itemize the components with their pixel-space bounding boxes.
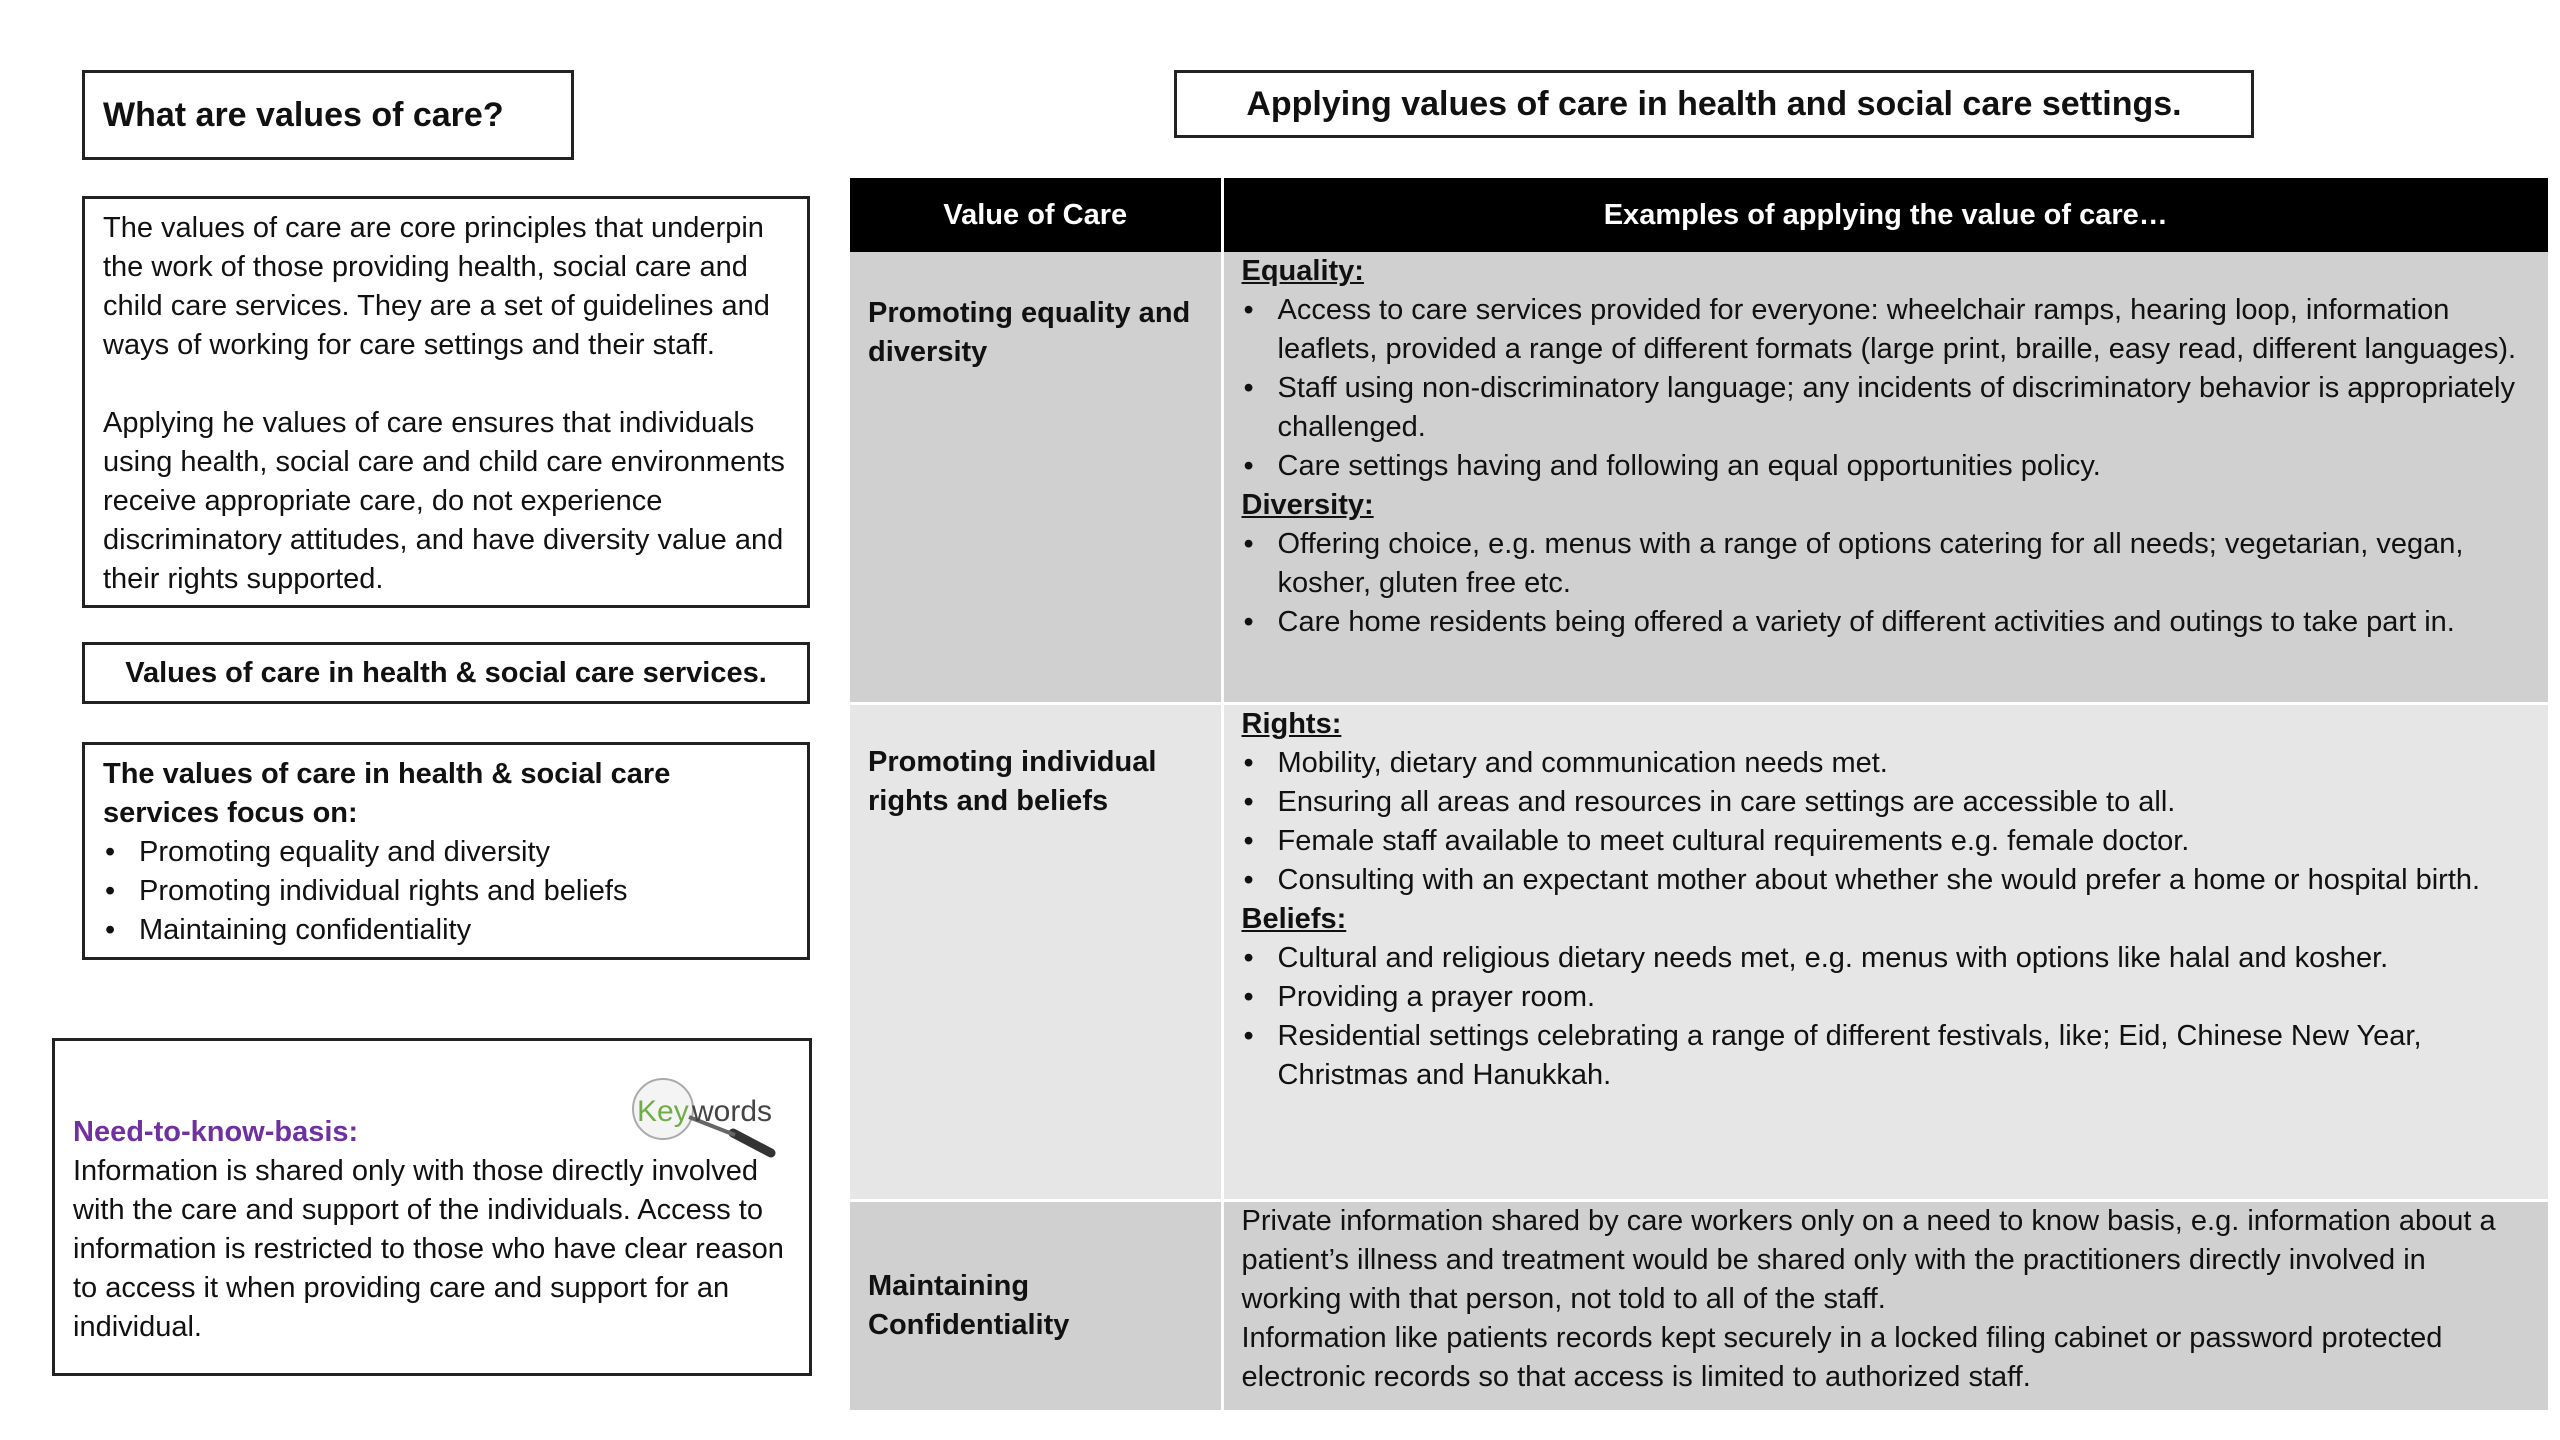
example-item: • Ensuring all areas and resources in care settings are accessible to all.: [1242, 783, 2531, 822]
values-of-care-title: What are values of care?: [103, 95, 504, 134]
values-of-care-table: [850, 178, 2548, 1413]
example-list: [1242, 291, 2531, 486]
keywords-box: [52, 1038, 812, 1376]
example-item: • Mobility, dietary and communication needs met.: [1242, 744, 2531, 783]
keywords-magnifier-logo: [629, 1071, 789, 1161]
value-name: Promoting individual rights and beliefs: [868, 746, 1157, 817]
examples-cell: [1222, 1201, 2548, 1412]
example-item: • Consulting with an expectant mother about whether she would prefer a home or hospital birth.: [1242, 861, 2531, 900]
value-cell: [850, 704, 1222, 1201]
section-heading: Rights:: [1241, 708, 1342, 740]
example-item: • Care settings having and following an equal opportunities policy.: [1242, 447, 2531, 486]
example-list: [1242, 525, 2531, 642]
focus-list: [103, 833, 789, 950]
section-heading: Beliefs:: [1241, 903, 1347, 935]
example-list: [1242, 939, 2531, 1095]
keywords-logo-key: Key: [637, 1095, 689, 1128]
intro-box: [82, 196, 810, 608]
values-in-services-title: Values of care in health & social care services.: [125, 656, 767, 689]
focus-item: • Promoting individual rights and beliefs: [103, 872, 789, 911]
example-item: • Offering choice, e.g. menus with a range of options catering for all needs; vegetarian, vegan, kosher, gluten free etc.: [1242, 525, 2531, 603]
example-item: • Staff using non-discriminatory language; any incidents of discriminatory behavior is appropriately challenged.: [1242, 369, 2531, 447]
value-cell: [850, 252, 1222, 704]
value-name: Maintaining Confidentiality: [868, 1270, 1070, 1341]
applying-values-title-box: [1174, 70, 2254, 138]
table-header-row: [850, 178, 2548, 252]
table-row: [850, 1201, 2548, 1412]
column-header-value: Value of Care: [850, 178, 1222, 252]
example-item: • Care home residents being offered a variety of different activities and outings to take part in.: [1242, 603, 2531, 642]
keyword-heading: Need-to-know-basis:: [73, 1116, 359, 1148]
values-in-services-title-box: [82, 642, 810, 704]
keywords-logo-words: words: [692, 1095, 773, 1128]
example-item: • Providing a prayer room.: [1242, 978, 2531, 1017]
example-item: • Residential settings celebrating a range of different festivals, like; Eid, Chinese New Year, Christmas and Hanukkah.: [1242, 1017, 2531, 1095]
example-list: [1242, 744, 2531, 900]
focus-item: • Promoting equality and diversity: [103, 833, 789, 872]
confidentiality-paragraph: Private information shared by care workers only on a need to know basis, e.g. information about a patient’s illness and treatment would be shared only with the practitioners directly involved in working with that person, not told to all of the staff.: [1241, 1205, 2496, 1315]
intro-paragraph-2: Applying he values of care ensures that individuals using health, social care and child care environments receive appropriate care, do not experience discriminatory attitudes, and have diversity value and their rights supported.: [103, 407, 785, 595]
section-heading: Equality:: [1241, 255, 1364, 287]
focus-lead: The values of care in health & social care services focus on:: [103, 758, 671, 829]
example-item: • Access to care services provided for everyone: wheelchair ramps, hearing loop, information leaflets, provided a range of different formats (large print, braille, easy read, different languages).: [1242, 291, 2531, 369]
value-cell: [850, 1201, 1222, 1412]
focus-item: • Maintaining confidentiality: [103, 911, 789, 950]
section-heading: Diversity:: [1241, 489, 1374, 521]
table-row: [850, 252, 2548, 704]
example-item: • Female staff available to meet cultural requirements e.g. female doctor.: [1242, 822, 2531, 861]
confidentiality-paragraph: Information like patients records kept securely in a locked filing cabinet or password protected electronic records so that access is limited to authorized staff.: [1241, 1322, 2443, 1393]
value-name: Promoting equality and diversity: [868, 297, 1191, 368]
keyword-definition: Information is shared only with those directly involved with the care and support of the individuals. Access to information is restricted to those who have clear reason to access it when providing care and support for an individual.: [73, 1155, 784, 1343]
focus-box: [82, 742, 810, 960]
applying-values-title: Applying values of care in health and social care settings.: [1246, 84, 2182, 123]
examples-cell: [1222, 704, 2548, 1201]
example-item: • Cultural and religious dietary needs met, e.g. menus with options like halal and kosher.: [1242, 939, 2531, 978]
column-header-examples: Examples of applying the value of care…: [1222, 178, 2548, 252]
intro-paragraph-1: The values of care are core principles that underpin the work of those providing health, social care and child care services. They are a set of guidelines and ways of working for care settings and their staff.: [103, 212, 770, 361]
examples-cell: [1222, 252, 2548, 704]
values-of-care-title-box: [82, 70, 574, 160]
table-row: [850, 704, 2548, 1201]
